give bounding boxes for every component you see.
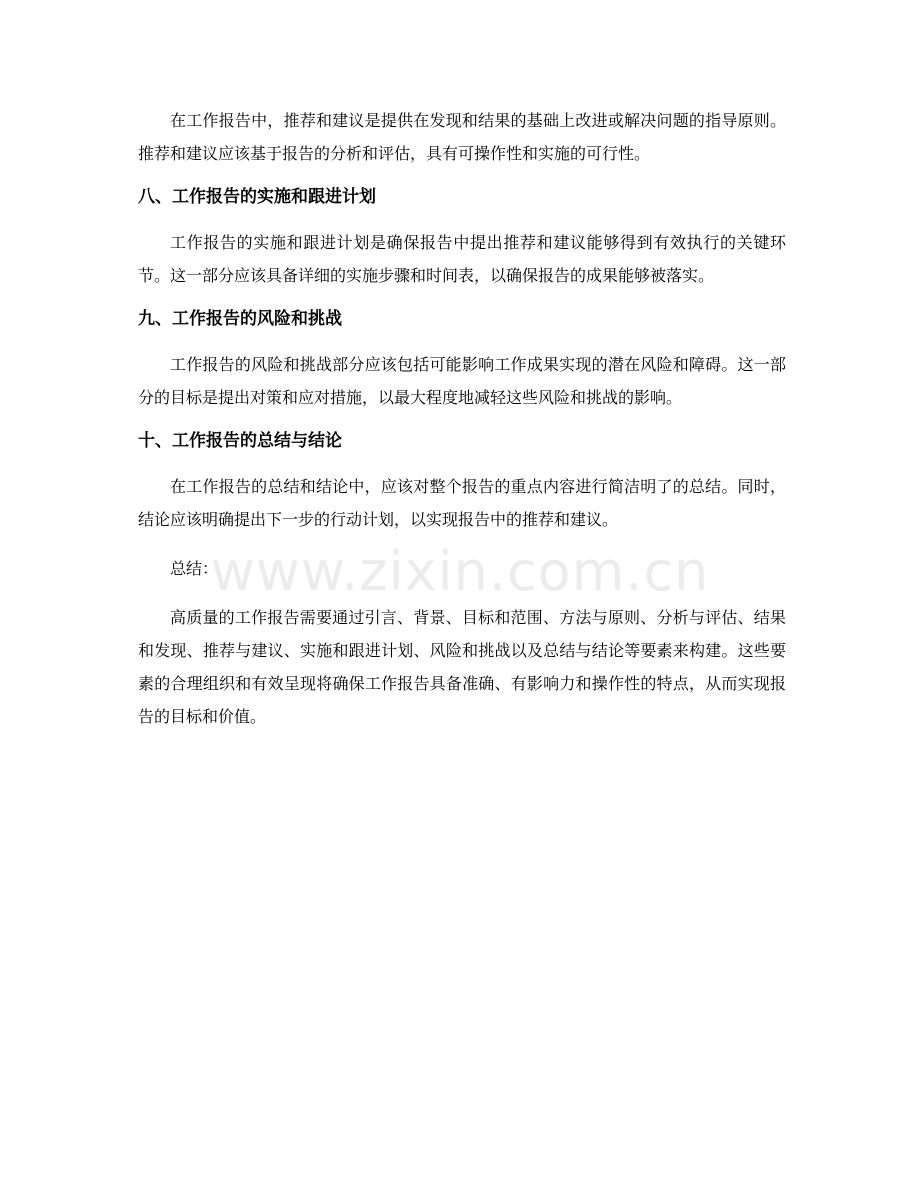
paragraph-recommendations: 在工作报告中，推荐和建议是提供在发现和结果的基础上改进或解决问题的指导原则。推荐和建议应该基于报告的分析和评估，具有可操作性和实施的可行性。 — [138, 111, 786, 163]
paragraph-implementation: 工作报告的实施和跟进计划是确保报告中提出推荐和建议能够得到有效执行的关键环节。这一部分应该具备详细的实施步骤和时间表，以确保报告的成果能够被落实。 — [138, 233, 786, 285]
summary-label: 总结： — [170, 559, 219, 578]
paragraph-risks: 工作报告的风险和挑战部分应该包括可能影响工作成果实现的潜在风险和障碍。这一部分的目标是提出对策和应对措施，以最大程度地减轻这些风险和挑战的影响。 — [138, 355, 786, 407]
section-heading-9: 九、工作报告的风险和挑战 — [138, 309, 342, 329]
section-heading-10: 十、工作报告的总结与结论 — [138, 431, 342, 451]
document-body — [138, 104, 786, 733]
section-heading-8: 八、工作报告的实施和跟进计划 — [138, 187, 376, 207]
paragraph-summary: 高质量的工作报告需要通过引言、背景、目标和范围、方法与原则、分析与评估、结果和发现、推荐与建议、实施和跟进计划、风险和挑战以及总结与结论等要素来构建。这些要素的合理组织和有效呈现将确保工作报告具备准确、有影响力和操作性的特点，从而实现报告的目标和价值。 — [138, 608, 786, 726]
paragraph-conclusion: 在工作报告的总结和结论中，应该对整个报告的重点内容进行简洁明了的总结。同时，结论应该明确提出下一步的行动计划，以实现报告中的推荐和建议。 — [138, 477, 786, 529]
watermark: www.zixin.com.cn — [210, 540, 710, 603]
